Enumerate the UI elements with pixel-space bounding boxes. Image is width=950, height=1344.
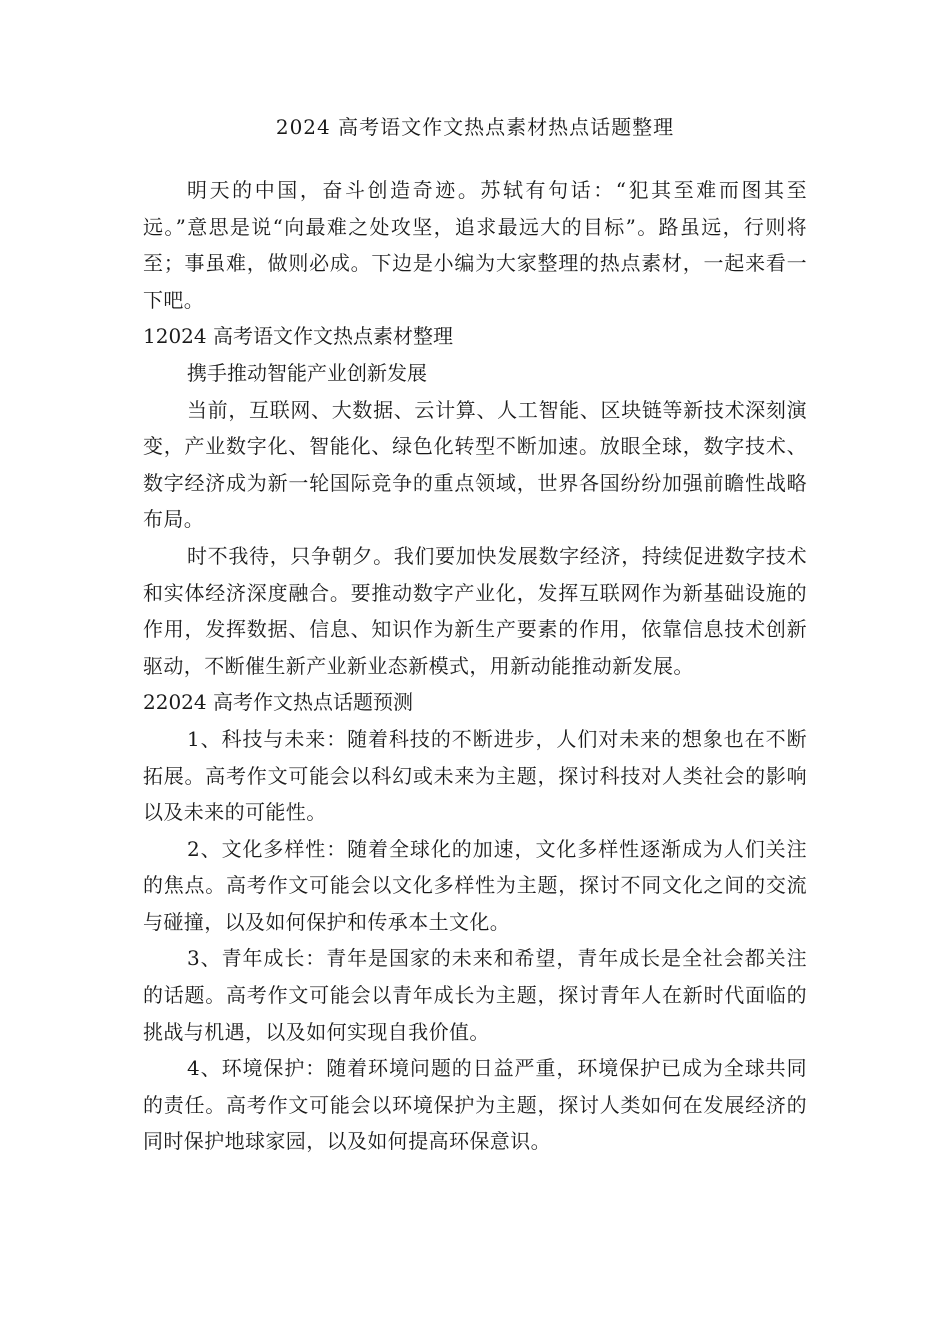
section1-subheading: 携手推动智能产业创新发展 xyxy=(187,360,427,385)
section2-heading: 22024 高考作文热点话题预测 xyxy=(143,690,413,715)
document-title: 2024 高考语文作文热点素材热点话题整理 xyxy=(275,115,675,139)
section1-paragraph: 当前，互联网、大数据、云计算、人工智能、区块链等新技术深刻演变，产业数字化、智能化、绿色化转型不断加速。放眼全球，数字技术、数字经济成为新一轮国际竞争的重点领域，世界各国纷纷加强前瞻性战略布局。 xyxy=(143,397,807,532)
intro-paragraph: 明天的中国，奋斗创造奇迹。苏轼有句话：“犯其至难而图其至远。”意思是说“向最难之处攻坚，追求最远大的目标”。路虽远，行则将至；事虽难，做则必成。下边是小编为大家整理的热点素材，一起来看一下吧。 xyxy=(143,178,807,312)
section1-paragraph: 时不我待，只争朝夕。我们要加快发展数字经济，持续促进数字技术和实体经济深度融合。要推动数字产业化，发挥互联网作为新基础设施的作用，发挥数据、信息、知识作为新生产要素的作用，依靠信息技术创新驱动，不断催生新产业新业态新模式，用新动能推动新发展。 xyxy=(143,543,807,678)
document-body xyxy=(143,172,807,1160)
section1-heading: 12024 高考语文作文热点素材整理 xyxy=(143,324,453,349)
topic-item: 2、文化多样性：随着全球化的加速，文化多样性逐渐成为人们关注的焦点。高考作文可能会以文化多样性为主题，探讨不同文化之间的交流与碰撞，以及如何保护和传承本土文化。 xyxy=(143,836,807,934)
topic-item: 3、青年成长：青年是国家的未来和希望，青年成长是全社会都关注的话题。高考作文可能会以青年成长为主题，探讨青年人在新时代面临的挑战与机遇，以及如何实现自我价值。 xyxy=(143,946,807,1044)
topic-item: 4、环境保护：随着环境问题的日益严重，环境保护已成为全球共同的责任。高考作文可能会以环境保护为主题，探讨人类如何在发展经济的同时保护地球家园，以及如何提高环保意识。 xyxy=(143,1056,807,1154)
topic-item: 1、科技与未来：随着科技的不断进步，人们对未来的想象也在不断拓展。高考作文可能会以科幻或未来为主题，探讨科技对人类社会的影响以及未来的可能性。 xyxy=(143,726,807,825)
